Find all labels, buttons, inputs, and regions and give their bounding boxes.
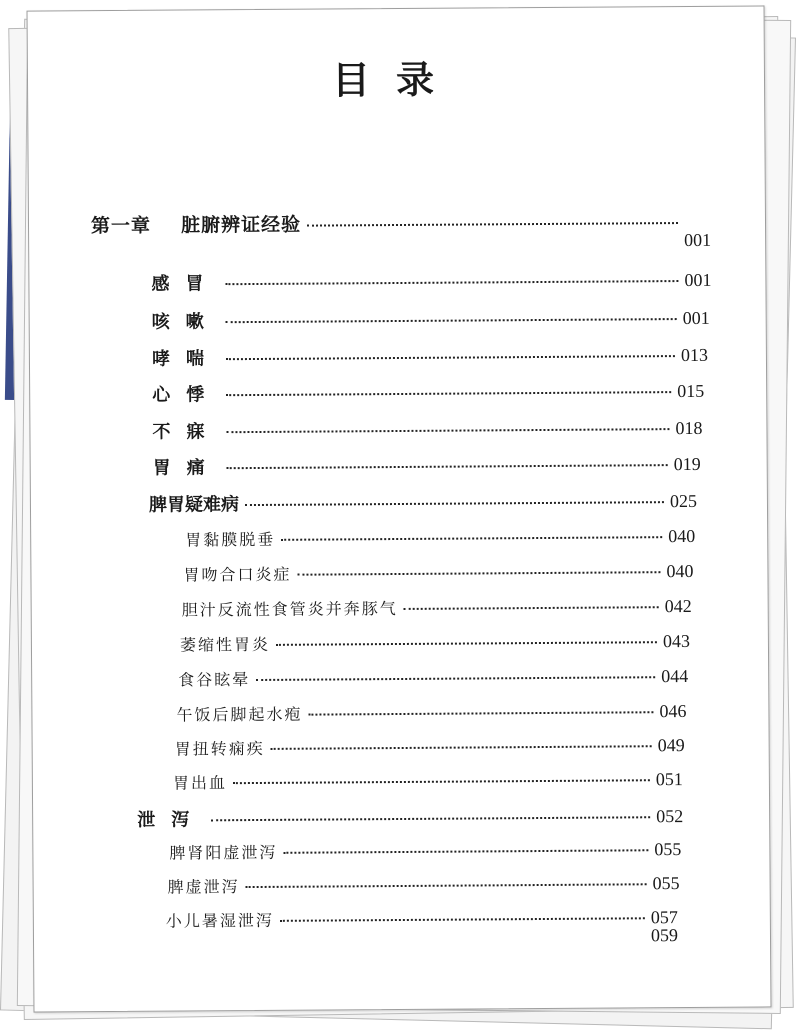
entry-label: 胃出血 [172,773,227,793]
toc-subentry[interactable] [175,733,685,760]
dot-leader [233,779,650,784]
page-number: 001 [682,307,710,329]
page-number: 040 [666,560,694,582]
toc-entry[interactable] [149,487,697,517]
page-number: 046 [659,700,687,722]
page-number: 013 [680,344,709,366]
entry-label: 胃黏膜脱垂 [185,529,276,550]
chapter-number: 第一章 [90,214,152,238]
page-number: 018 [675,417,703,439]
dot-leader [307,222,678,227]
entry-label: 胃痛 [152,457,221,479]
page-number: 001 [684,229,712,251]
page-number: 051 [655,769,683,790]
entry-label: 脾胃疑难病 [148,494,240,516]
dot-leader [256,676,655,681]
dot-leader [308,711,653,715]
dot-leader [281,536,662,541]
entry-label: 脾虚泄泻 [167,877,240,897]
toc-entry[interactable] [153,450,701,480]
dot-leader [297,571,660,576]
toc-subentry[interactable] [176,699,686,726]
dot-leader [246,883,647,888]
toc-chapter-row[interactable] [90,207,712,251]
toc-subentry[interactable] [183,559,693,586]
page-number: 015 [677,380,705,402]
entry-label: 感冒 [151,273,220,295]
dot-leader [404,606,659,610]
entry-label: 小儿暑湿泄泻 [165,910,274,931]
page-number: 049 [657,735,685,756]
toc-entry[interactable] [151,266,711,296]
dot-leader [226,355,675,360]
dot-leader [211,816,650,821]
toc-entry[interactable] [152,304,710,334]
dot-leader [245,501,664,506]
toc-subentry[interactable] [173,767,683,794]
page-number: 043 [662,630,690,652]
toc-subentry[interactable] [180,629,690,656]
toc-subentry[interactable] [185,524,695,551]
toc-entry[interactable] [152,414,702,444]
entry-label: 哮喘 [151,348,221,370]
page-title: 目录 [331,56,461,103]
page-number: 055 [652,873,680,894]
page-number: 059 [650,925,679,946]
entry-label: 心悸 [152,384,221,406]
table-of-contents [28,6,771,1011]
dot-leader [227,464,668,469]
dot-leader [271,745,652,750]
toc-subentry[interactable] [169,837,681,864]
toc-subentry-page[interactable] [166,925,678,950]
page-number: 057 [650,907,678,928]
entry-label: 萎缩性胃炎 [179,634,271,655]
dot-leader [226,428,669,433]
entry-label: 不寐 [152,421,221,443]
page-number: 042 [664,595,692,617]
dot-leader [225,280,678,285]
toc-page [27,5,772,1012]
page-number: 019 [673,453,701,475]
page-number: 040 [668,525,696,547]
page-number: 055 [654,839,682,860]
entry-label: 胃扭转痫疾 [174,738,265,759]
entry-label: 咳嗽 [151,311,220,333]
dot-leader [226,318,677,323]
page-number: 001 [684,269,712,291]
entry-label: 午饭后脚起水疱 [176,704,303,725]
entry-label: 胆汁反流性食管炎并奔豚气 [181,599,398,620]
toc-subentry[interactable] [168,871,680,898]
toc-entry[interactable] [137,802,683,832]
entry-label: 脾肾阳虚泄泻 [169,842,278,863]
toc-entry[interactable] [152,377,704,407]
dot-leader [276,641,657,646]
page-number: 025 [669,490,698,512]
chapter-title: 脏腑辨证经验 [180,213,302,237]
dot-leader [226,391,671,396]
entry-label: 泄泻 [137,809,206,831]
entry-label: 食谷眩晕 [178,670,251,690]
toc-subentry[interactable] [178,664,688,691]
page-number: 052 [656,806,684,827]
dot-leader [283,849,648,854]
entry-label: 胃吻合口炎症 [183,564,292,585]
page-number: 044 [661,665,689,687]
toc-entry[interactable] [152,341,708,371]
dot-leader [280,917,645,922]
toc-subentry[interactable] [182,594,692,621]
